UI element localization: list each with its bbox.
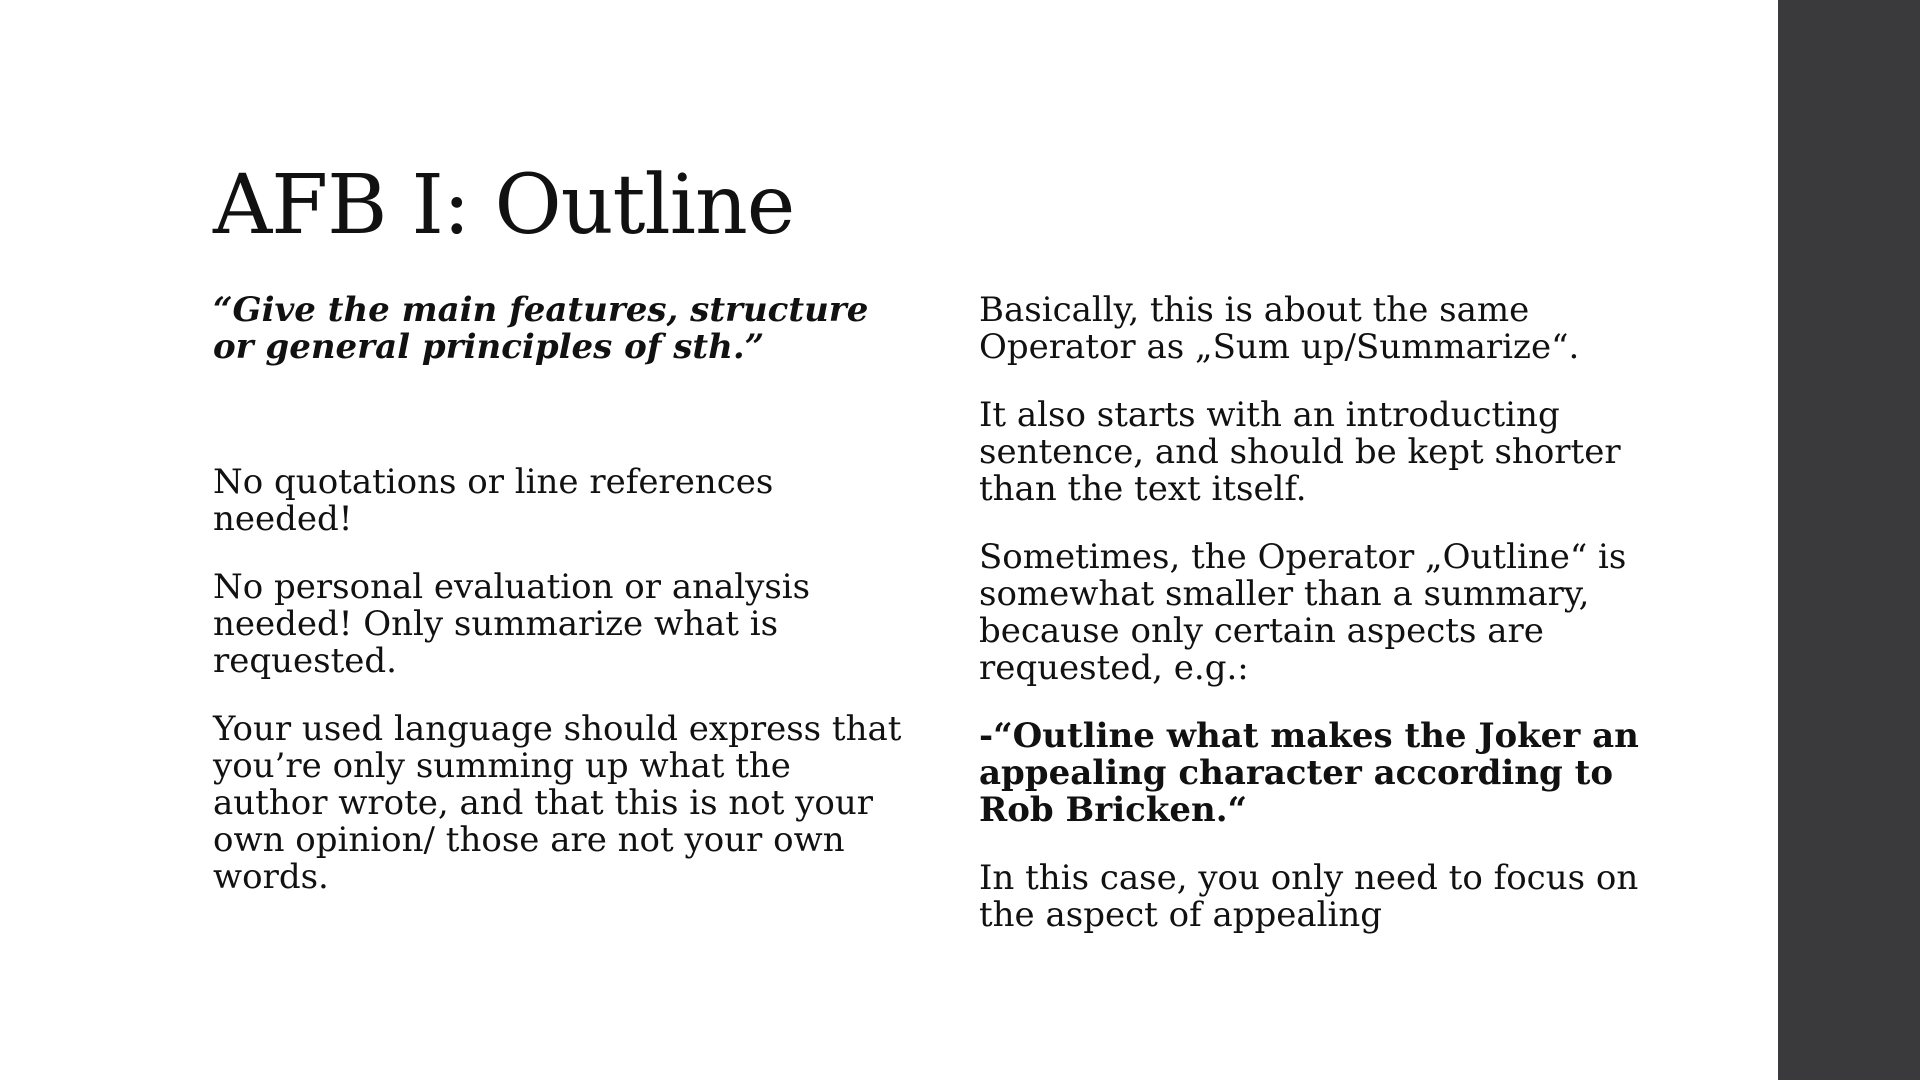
left-column <box>213 292 913 927</box>
left-paragraph-language: Your used language should express that you’re only summing up what the author wrote, and that this is not your own opinion/ those are not your own words. <box>213 709 902 897</box>
right-paragraph-sometimes: Sometimes, the Operator „Outline“ is somewhat smaller than a summary, because only certain aspects are requested, e.g.: <box>979 537 1627 688</box>
right-column <box>979 292 1719 965</box>
example-task: -“Outline what makes the Joker an appealing character according to Rob Bricken.“ <box>979 716 1639 830</box>
side-bar <box>1778 0 1920 1080</box>
slide-title: AFB I: Outline <box>213 158 795 253</box>
left-paragraph-quotations: No quotations or line references needed! <box>213 462 774 539</box>
definition-quote: “Give the main features, structure or general principles of sth.” <box>213 290 869 367</box>
right-paragraph-introducting: It also starts with an introducting sentence, and should be kept shorter than the text itself. <box>979 395 1621 509</box>
left-paragraph-evaluation: No personal evaluation or analysis needed! Only summarize what is requested. <box>213 567 811 681</box>
right-paragraph-closing: In this case, you only need to focus on the aspect of appealing <box>979 858 1639 935</box>
right-paragraph-same-operator: Basically, this is about the same Operator as „Sum up/Summarize“. <box>979 290 1580 367</box>
